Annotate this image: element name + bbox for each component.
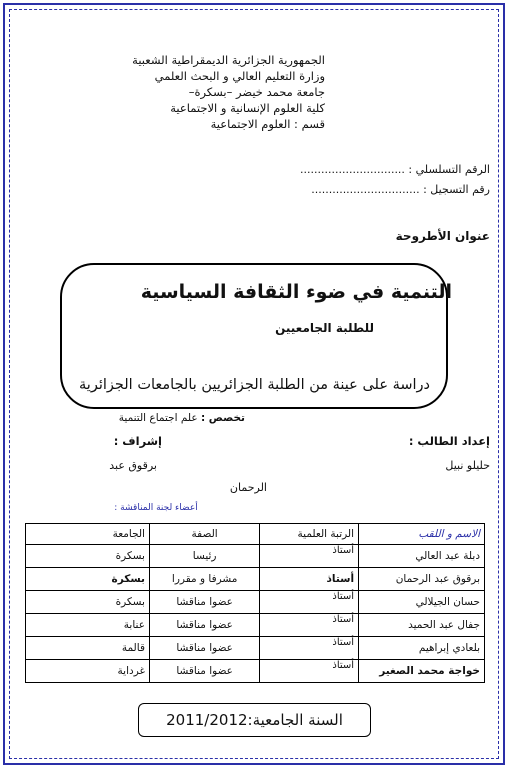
member-name: برقوق عبد الرحمان bbox=[359, 568, 485, 591]
committee-table bbox=[25, 523, 485, 683]
member-role: عضوا مناقشا bbox=[149, 591, 259, 614]
table-row bbox=[26, 614, 485, 637]
table-row bbox=[26, 545, 485, 568]
academic-year bbox=[138, 703, 371, 737]
thesis-study-description: دراسة على عينة من الطلبة الجزائريين بالجامعات الجزائرية bbox=[79, 377, 430, 393]
header-role: الصفة bbox=[149, 524, 259, 545]
specialty-value: علم اجتماع التنمية bbox=[118, 412, 198, 424]
thesis-title: التنمية في ضوء الثقافة السياسية bbox=[140, 281, 452, 303]
academic-year-text: السنة الجامعية:2011/2012 bbox=[166, 711, 343, 729]
member-university: عنابة bbox=[26, 614, 150, 637]
thesis-title-label: عنوان الأطروحة bbox=[395, 229, 490, 243]
header-line-republic: الجمهورية الجزائرية الديمقراطية الشعبية bbox=[132, 53, 325, 67]
header-university: الجامعة bbox=[26, 524, 150, 545]
thesis-subtitle: للطلبة الجامعيين bbox=[275, 321, 374, 335]
header-rank: الرتبة العلمية bbox=[260, 524, 359, 545]
member-university: قالمة bbox=[26, 637, 150, 660]
student-label: إعداد الطالب : bbox=[408, 434, 490, 448]
member-university: بسكرة bbox=[26, 545, 150, 568]
member-role: عضوا مناقشا bbox=[149, 614, 259, 637]
student-name: حليلو نبيل bbox=[445, 459, 490, 472]
table-row bbox=[26, 637, 485, 660]
member-rank: أستاذ bbox=[260, 591, 359, 614]
table-row bbox=[26, 660, 485, 683]
member-role: مشرفا و مقررا bbox=[149, 568, 259, 591]
table-row bbox=[26, 568, 485, 591]
committee-title: أعضاء لجنة المناقشة : bbox=[114, 503, 198, 513]
table-row bbox=[26, 591, 485, 614]
supervisor-name-line1: برقوق عبد bbox=[109, 459, 157, 472]
member-rank: أستاذ bbox=[260, 545, 359, 568]
header-line-faculty: كلية العلوم الإنسانية و الاجتماعية bbox=[170, 101, 325, 115]
member-name: حسان الجيلالي bbox=[359, 591, 485, 614]
header-line-department: قسم : العلوم الاجتماعية bbox=[210, 117, 325, 131]
member-role: عضوا مناقشا bbox=[149, 637, 259, 660]
member-university: بسكرة bbox=[26, 568, 150, 591]
serial-number: الرقم التسلسلي : .............................. bbox=[300, 163, 490, 176]
member-name: جفال عبد الحميد bbox=[359, 614, 485, 637]
member-rank: أستاذ bbox=[260, 637, 359, 660]
specialty-label: تخصص : bbox=[200, 412, 245, 424]
member-name: دبلة عبد العالي bbox=[359, 545, 485, 568]
member-role: عضوا مناقشا bbox=[149, 660, 259, 683]
institution-header bbox=[132, 52, 325, 132]
member-rank: أستاذ bbox=[260, 568, 359, 591]
specialty bbox=[119, 412, 245, 424]
member-role: رئيسا bbox=[149, 545, 259, 568]
member-rank: أستاذ bbox=[260, 614, 359, 637]
header-name: الاسم و اللقب bbox=[359, 524, 485, 545]
member-university: غرداية bbox=[26, 660, 150, 683]
header-line-university: جامعة محمد خيضر –بسكرة– bbox=[188, 85, 325, 99]
member-university: بسكرة bbox=[26, 591, 150, 614]
supervisor-label: إشراف : bbox=[113, 434, 162, 448]
member-name: بلعادي إبراهيم bbox=[359, 637, 485, 660]
supervisor-name-line2: الرحمان bbox=[229, 481, 267, 494]
header-line-ministry: وزارة التعليم العالي و البحث العلمي bbox=[154, 69, 325, 83]
member-rank: أستاذ bbox=[260, 660, 359, 683]
member-name: خواجة محمد الصغير bbox=[359, 660, 485, 683]
committee-header-row bbox=[26, 524, 485, 545]
registration-number: رقم التسجيل : ............................... bbox=[311, 183, 490, 196]
